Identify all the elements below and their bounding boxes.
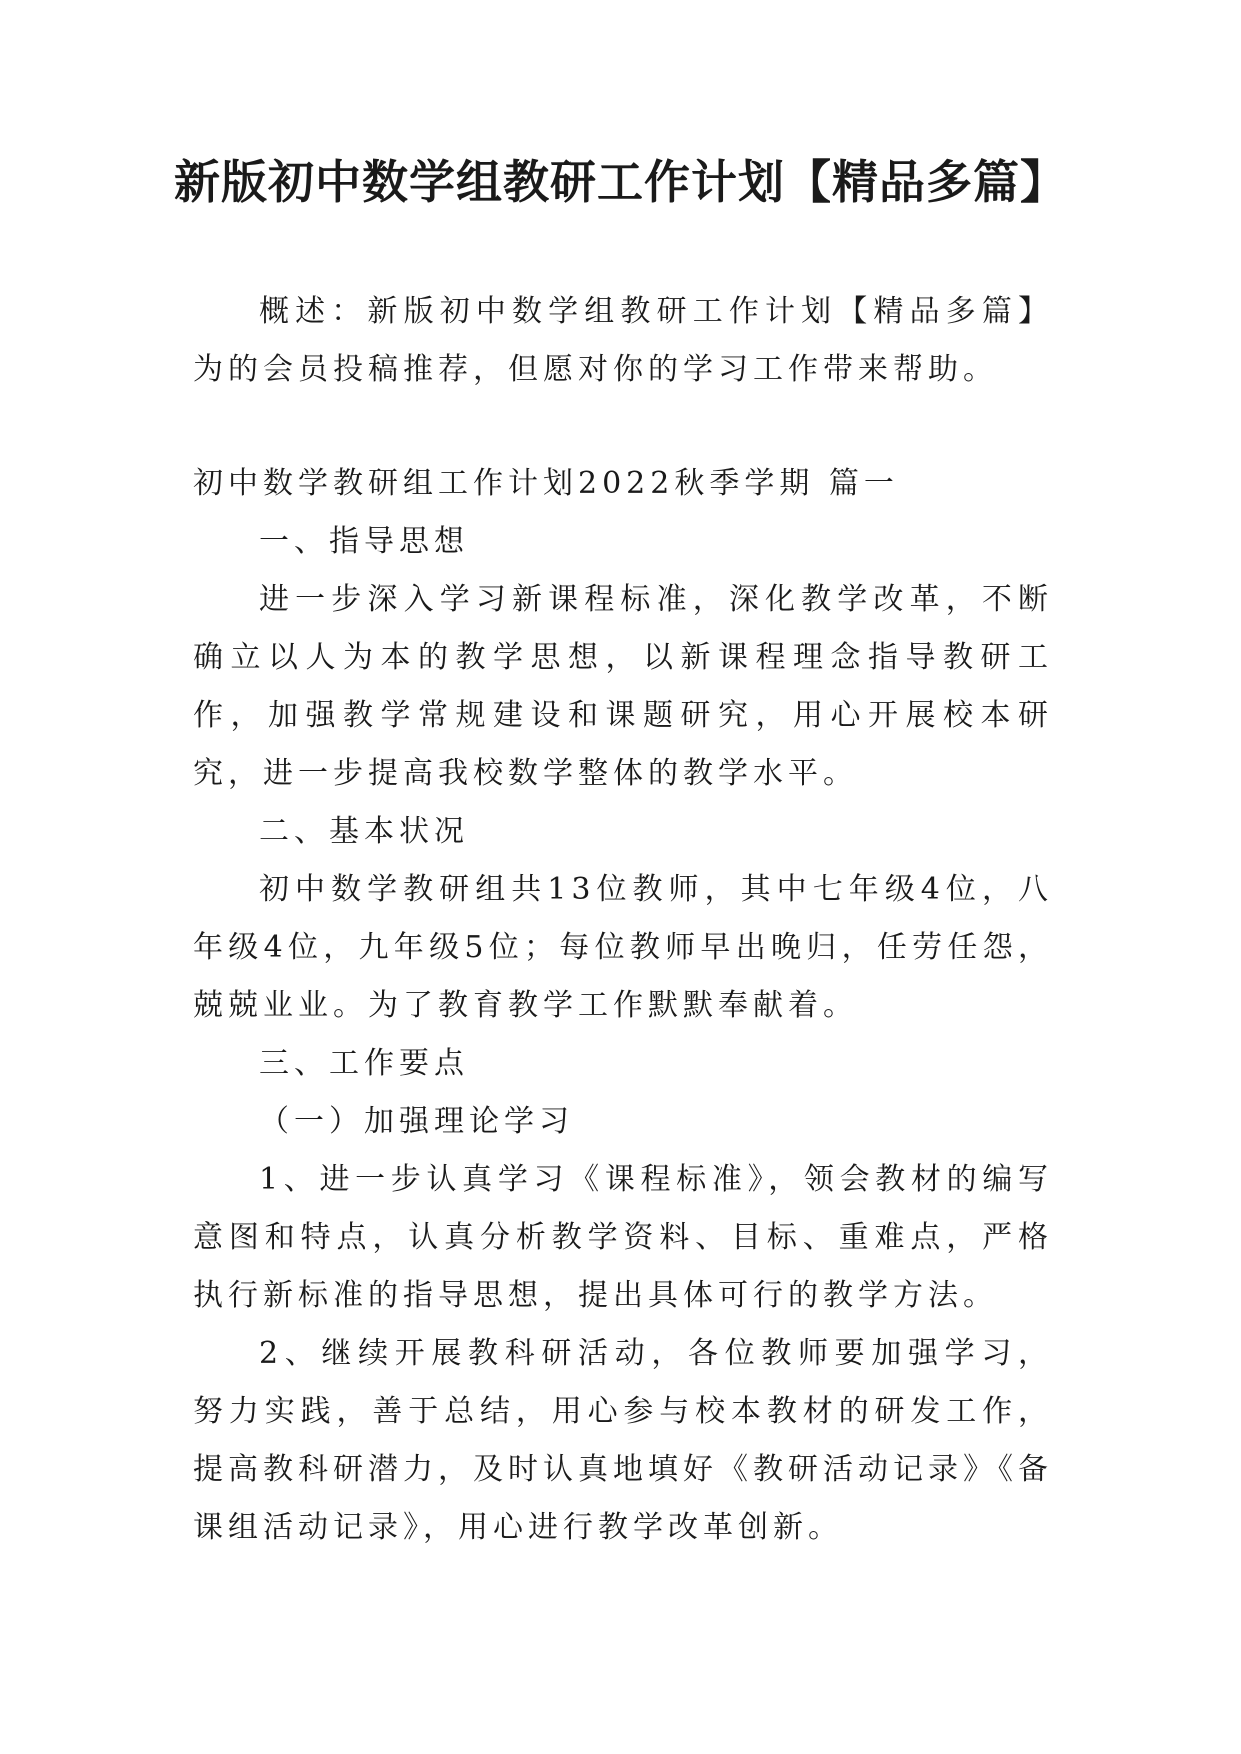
section-heading: 初中数学教研组工作计划2022秋季学期 篇一 — [193, 466, 899, 501]
subheading-theory-study: （一）加强理论学习 — [259, 1104, 574, 1139]
paragraph-item-1: 1、进一步认真学习《课程标准》，领会教材的编写意图和特点，认真分析教学资料、目标、重难点，严格执行新标准的指导思想，提出具体可行的教学方法。 — [193, 1162, 1053, 1313]
paragraph-item-2: 2、继续开展教科研活动，各位教师要加强学习，努力实践，善于总结，用心参与校本教材的研发工作，提高教科研潜力，及时认真地填好《教研活动记录》《备课组活动记录》，用心进行教学改革创新。 — [193, 1336, 1053, 1545]
heading-work-points: 三、工作要点 — [259, 1046, 469, 1081]
heading-guiding-thought: 一、指导思想 — [259, 524, 469, 559]
paragraph-guiding-thought: 进一步深入学习新课程标准，深化教学改革，不断确立以人为本的教学思想，以新课程理念指导教研工作，加强教学常规建设和课题研究，用心开展校本研究，进一步提高我校数学整体的教学水平。 — [193, 582, 1053, 791]
heading-basic-status: 二、基本状况 — [259, 814, 469, 849]
section-gap — [193, 399, 1053, 455]
summary-paragraph: 概述：新版初中数学组教研工作计划【精品多篇】为的会员投稿推荐，但愿对你的学习工作带来帮助。 — [193, 294, 1053, 387]
paragraph-basic-status: 初中数学教研组共13位教师，其中七年级4位，八年级4位，九年级5位；每位教师早出晚归，任劳任怨，兢兢业业。为了教育教学工作默默奉献着。 — [193, 872, 1053, 1023]
document-body — [193, 283, 1053, 1557]
document-title: 新版初中数学组教研工作计划【精品多篇】 — [174, 155, 1067, 209]
